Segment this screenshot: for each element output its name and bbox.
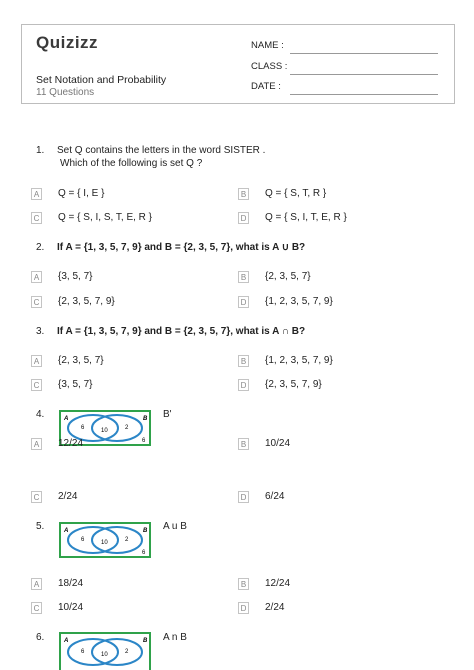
- question-text: Which of the following is set Q ?: [60, 158, 203, 169]
- set-b-label: B: [143, 416, 148, 422]
- set-a-label: A: [64, 416, 69, 422]
- option-letter[interactable]: C: [31, 379, 42, 391]
- name-field[interactable]: [290, 53, 438, 54]
- class-label: CLASS :: [251, 61, 288, 72]
- option-text[interactable]: Q = { S, I, S, T, E, R }: [58, 212, 153, 223]
- worksheet-title: Set Notation and Probability: [36, 74, 167, 86]
- option-text[interactable]: 6/24: [265, 491, 285, 502]
- outside-region-value: 6: [142, 438, 146, 444]
- left-region-value: 6: [81, 537, 85, 543]
- left-region-value: 6: [81, 649, 85, 655]
- option-letter[interactable]: B: [238, 188, 249, 200]
- middle-region-value: 10: [101, 540, 108, 546]
- option-letter[interactable]: A: [31, 355, 42, 367]
- question-text: A u B: [163, 521, 187, 532]
- option-text[interactable]: {2, 3, 5, 7}: [265, 271, 311, 282]
- option-text[interactable]: {2, 3, 5, 7, 9}: [58, 296, 115, 307]
- question-number: 5.: [36, 521, 45, 532]
- option-text[interactable]: Q = { I, E }: [58, 188, 105, 199]
- option-text[interactable]: 10/24: [265, 438, 291, 449]
- option-letter[interactable]: C: [31, 602, 42, 614]
- option-letter[interactable]: B: [238, 578, 249, 590]
- set-a-label: A: [64, 528, 69, 534]
- option-letter[interactable]: D: [238, 379, 249, 391]
- question-text: If A = {1, 3, 5, 7, 9} and B = {2, 3, 5, 7}, what is A ∩ B?: [57, 326, 306, 337]
- option-text[interactable]: 12/24: [58, 438, 84, 449]
- option-letter[interactable]: A: [31, 578, 42, 590]
- right-region-value: 2: [125, 537, 129, 543]
- class-field[interactable]: [290, 74, 438, 75]
- option-letter[interactable]: B: [238, 271, 249, 283]
- option-letter[interactable]: B: [238, 355, 249, 367]
- option-letter[interactable]: D: [238, 491, 249, 503]
- quizizz-logo: Quizizz: [36, 33, 99, 52]
- question-count: 11 Questions: [36, 87, 95, 98]
- question-number: 2.: [36, 242, 45, 253]
- option-letter[interactable]: D: [238, 296, 249, 308]
- set-a-label: A: [64, 638, 69, 644]
- option-letter[interactable]: B: [238, 438, 249, 450]
- option-letter[interactable]: D: [238, 212, 249, 224]
- question-text: A n B: [163, 632, 187, 643]
- outside-region-value: 6: [142, 550, 146, 556]
- question-text: If A = {1, 3, 5, 7, 9} and B = {2, 3, 5, 7}, what is A ∪ B?: [57, 242, 306, 253]
- question-number: 6.: [36, 632, 45, 643]
- name-label: NAME :: [251, 40, 284, 51]
- question-number: 4.: [36, 409, 45, 420]
- middle-region-value: 10: [101, 428, 108, 434]
- option-text[interactable]: Q = { S, I, T, E, R }: [265, 212, 347, 223]
- venn-diagram: [59, 632, 151, 670]
- option-letter[interactable]: D: [238, 602, 249, 614]
- option-text[interactable]: 2/24: [265, 602, 285, 613]
- right-region-value: 2: [125, 425, 129, 431]
- option-text[interactable]: {3, 5, 7}: [58, 379, 93, 390]
- date-label: DATE :: [251, 81, 281, 92]
- option-letter[interactable]: C: [31, 296, 42, 308]
- question-number: 1.: [36, 145, 45, 156]
- option-letter[interactable]: A: [31, 271, 42, 283]
- option-text[interactable]: 10/24: [58, 602, 84, 613]
- option-text[interactable]: 2/24: [58, 491, 78, 502]
- set-b-label: B: [143, 528, 148, 534]
- question-text: B': [163, 409, 172, 420]
- question-text: Set Q contains the letters in the word SISTER .: [57, 145, 266, 156]
- right-region-value: 2: [125, 649, 129, 655]
- option-text[interactable]: {1, 2, 3, 5, 7, 9}: [265, 296, 333, 307]
- left-region-value: 6: [81, 425, 85, 431]
- option-text[interactable]: 12/24: [265, 578, 291, 589]
- option-text[interactable]: {3, 5, 7}: [58, 271, 93, 282]
- option-text[interactable]: 18/24: [58, 578, 84, 589]
- venn-diagram: [59, 522, 151, 558]
- option-text[interactable]: {1, 2, 3, 5, 7, 9}: [265, 355, 333, 366]
- option-letter[interactable]: C: [31, 491, 42, 503]
- option-text[interactable]: {2, 3, 5, 7}: [58, 355, 104, 366]
- option-text[interactable]: {2, 3, 5, 7, 9}: [265, 379, 322, 390]
- option-letter[interactable]: A: [31, 438, 42, 450]
- middle-region-value: 10: [101, 652, 108, 658]
- option-letter[interactable]: A: [31, 188, 42, 200]
- option-text[interactable]: Q = { S, T, R }: [265, 188, 327, 199]
- option-letter[interactable]: C: [31, 212, 42, 224]
- date-field[interactable]: [290, 94, 438, 95]
- set-b-label: B: [143, 638, 148, 644]
- question-number: 3.: [36, 326, 45, 337]
